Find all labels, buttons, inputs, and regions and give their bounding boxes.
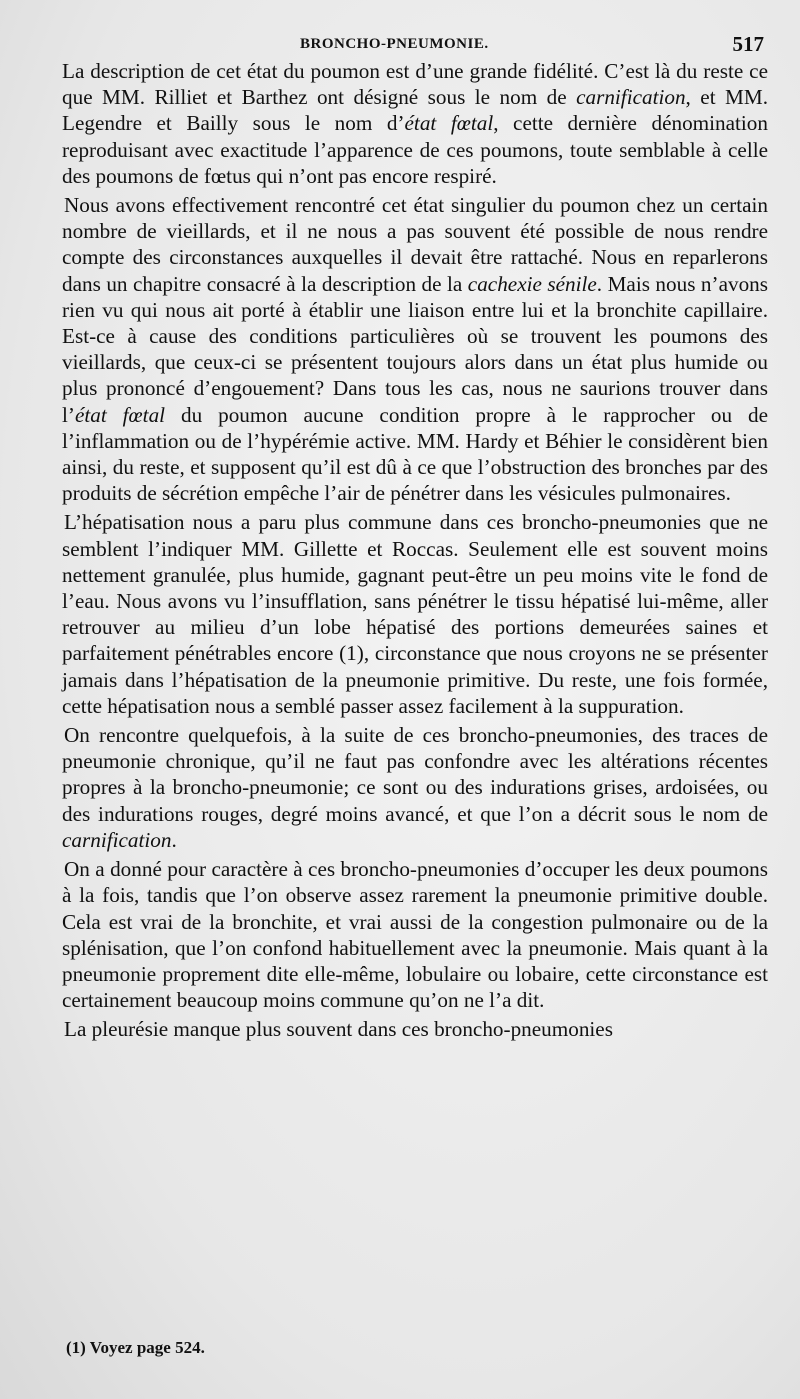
paragraph (62, 509, 768, 719)
page-number: 517 (732, 32, 764, 56)
running-title: BRONCHO-PNEUMONIE. (300, 36, 489, 52)
text-segment: L’hépatisation nous a paru plus commune dans ces broncho-pneumonies que ne semblent l’indiquer MM. Gillette et Roccas. Seulement elle est souvent moins nettement granulée, plus humide, gagnant peut-être un peu moins vite le fond de l’eau. Nous avons vu l’insufflation, sans pénétrer le tissu hépatisé lui-même, aller retrouver au milieu d’un lobe hépatisé des portions demeurées saines et parfaitement pénétrables encore (1), circonstance que nous croyons ne se présenter jamais dans l’hépatisation de la pneumonie primitive. Du reste, une fois formée, cette hépatisation nous a semblé passer assez facilement à la suppuration. (62, 510, 768, 718)
text-segment: On a donné pour caractère à ces broncho-pneumonies d’occuper les deux poumons à la fois, tandis que l’on observe assez rarement la pneumonie primitive double. Cela est vrai de la bronchite, et vrai aussi de la congestion pulmonaire ou de la splénisation, que l’on confond habituellement avec la pneumonie. Mais quant à la pneumonie proprement dite elle-même, lobulaire ou lobaire, cette circonstance est certainement beaucoup moins commune qu’on ne l’a dit. (62, 857, 768, 1013)
footnote: (1) Voyez page 524. (66, 1338, 205, 1357)
italic-text: carnification (62, 827, 172, 852)
italic-text: état fœtal (74, 402, 166, 427)
italic-text: état fœtal (404, 111, 494, 136)
text-segment: . (171, 827, 177, 852)
paragraph (62, 856, 768, 1013)
paragraph (62, 58, 768, 189)
paragraph (62, 1016, 768, 1042)
text-segment: . Mais nous n’avons rien vu qui nous ait porté à établir une liaison entre lui et la bronchite capillaire. Est-ce à cause des conditions particulières où se trouvent les poumons des vieillards, que ceux-ci se présentent toujours alors dans un état plus humide ou plus prononcé d’engouement? Dans tous les cas, nous ne saurions trouver dans l’ (62, 271, 769, 427)
text-segment: On rencontre quelquefois, à la suite de ces broncho-pneumonies, des traces de pneumonie chronique, qu’il ne faut pas confondre avec les altérations récentes propres à la broncho-pneumonie; ce sont ou des indurations grises, ardoisées, ou des indurations rouges, degré moins avancé, et que l’on a décrit sous le nom de (62, 723, 768, 826)
italic-text: carnification (576, 85, 686, 110)
body-text (62, 58, 768, 1043)
running-head (62, 28, 768, 58)
text-segment: Nous avons effectivement rencontré cet état singulier du poumon chez un certain nombre de vieillards, et il ne nous a pas souvent été possible de nous rendre compte des circonstances auxquelles il devait être rattaché. Nous en reparlerons dans un chapitre consacré à la description de la (62, 193, 768, 296)
paragraph (62, 192, 768, 506)
text-segment: La pleurésie manque plus souvent dans ces broncho-pneumonies (64, 1017, 613, 1042)
italic-text: cachexie sénile (467, 271, 597, 296)
text-segment: , et MM. Legendre et Bailly sous le nom d’ (62, 85, 769, 136)
text-segment: La description de cet état du poumon est d’une grande fidélité. C’est là du reste ce que MM. Rilliet et Barthez ont désigné sous le nom de (62, 59, 768, 110)
text-segment: du poumon aucune condition propre à le rapprocher ou de l’inflammation ou de l’hypérémie active. MM. Hardy et Béhier le considèrent bien ainsi, du reste, et supposent qu’il est dû à ce que l’obstruction des bronches par des produits de sécrétion empêche l’air de pénétrer dans les vésicules pulmonaires. (62, 402, 769, 506)
paragraph (62, 722, 768, 853)
text-segment: , cette dernière dénomination reproduisant avec exactitude l’apparence de ces poumons, toute semblable à celle des poumons de fœtus qui n’ont pas encore respiré. (62, 111, 768, 188)
